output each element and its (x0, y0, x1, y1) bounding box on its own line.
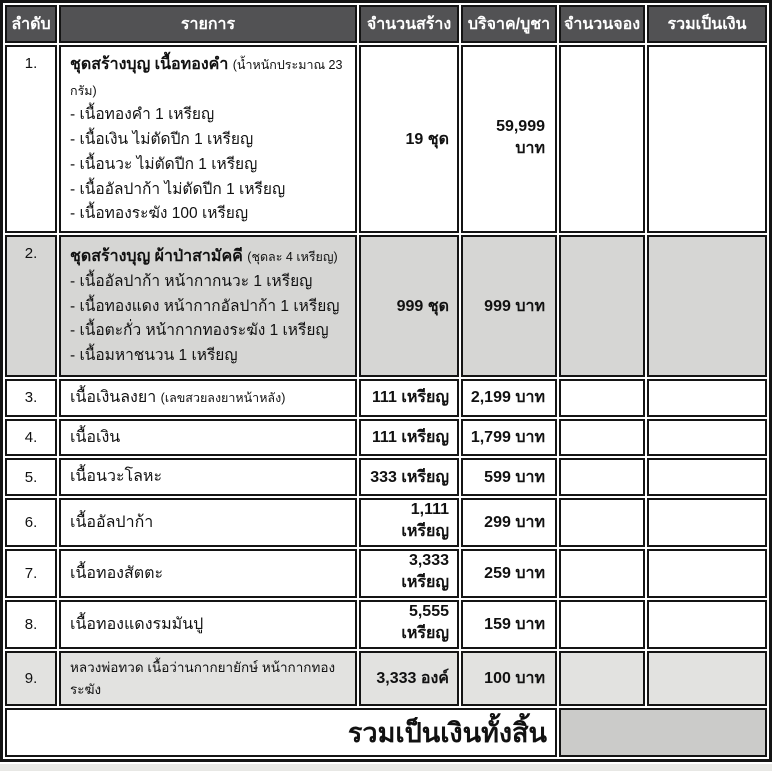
row-1-sub-item: - เนื้อทองคำ 1 เหรียญ (70, 106, 215, 124)
table-row-1 (5, 45, 767, 233)
table-row-2 (5, 235, 767, 377)
column-header-qty: จำนวนสร้าง (359, 5, 459, 43)
row-6-no: 6. (5, 498, 57, 547)
row-1-qty: 19 ชุด (359, 45, 459, 233)
row-2-qty: 999 ชุด (359, 235, 459, 377)
column-header-total: รวมเป็นเงิน (647, 5, 767, 43)
table-footer-row (5, 708, 767, 757)
row-2-sub-item: - เนื้อมหาชนวน 1 เหรียญ (70, 347, 238, 365)
column-header-no: ลำดับ (5, 5, 57, 43)
row-5-qty: 333 เหรียญ (359, 458, 459, 496)
row-2-price: 999 บาท (461, 235, 557, 377)
row-1-item-note: (น้ำหนักประมาณ 23 กรัม) (70, 58, 343, 98)
row-6-qty: 1,111 เหรียญ (359, 498, 459, 547)
row-4-no: 4. (5, 419, 57, 457)
row-7-price: 259 บาท (461, 549, 557, 598)
table-row-4 (5, 419, 767, 457)
row-3-price: 2,199 บาท (461, 379, 557, 417)
row-1-item (59, 45, 357, 233)
row-7-no: 7. (5, 549, 57, 598)
row-8-total-blank (647, 600, 767, 649)
table-row-6 (5, 498, 767, 547)
table-row-7 (5, 549, 767, 598)
row-4-total-blank (647, 419, 767, 457)
row-6-reserved-blank (559, 498, 645, 547)
row-8-item: เนื้อทองแดงรมมันปู (59, 600, 357, 649)
row-4-price: 1,799 บาท (461, 419, 557, 457)
row-6-total-blank (647, 498, 767, 547)
row-8-reserved-blank (559, 600, 645, 649)
row-8-qty: 5,555 เหรียญ (359, 600, 459, 649)
row-8-no: 8. (5, 600, 57, 649)
row-1-total-blank (647, 45, 767, 233)
row-2-item-title: ชุดสร้างบุญ ผ้าป่าสามัคคี (70, 248, 243, 266)
column-header-reserved: จำนวนจอง (559, 5, 645, 43)
row-3-qty: 111 เหรียญ (359, 379, 459, 417)
row-2-reserved-blank (559, 235, 645, 377)
row-7-qty: 3,333 เหรียญ (359, 549, 459, 598)
row-5-total-blank (647, 458, 767, 496)
row-2-item-note: (ชุดละ 4 เหรียญ) (247, 250, 338, 265)
table-row-3 (5, 379, 767, 417)
column-header-price: บริจาค/บูชา (461, 5, 557, 43)
row-9-reserved-blank (559, 651, 645, 706)
row-9-qty: 3,333 องค์ (359, 651, 459, 706)
grand-total-label: รวมเป็นเงินทั้งสิ้น (5, 708, 557, 757)
row-5-reserved-blank (559, 458, 645, 496)
row-3-total-blank (647, 379, 767, 417)
row-7-item: เนื้อทองสัตตะ (59, 549, 357, 598)
row-2-no: 2. (5, 235, 57, 377)
row-7-total-blank (647, 549, 767, 598)
row-1-item-title: ชุดสร้างบุญ เนื้อทองคำ (70, 56, 229, 73)
row-2-item-title-line (70, 244, 349, 270)
table-row-8 (5, 600, 767, 649)
row-6-item: เนื้ออัลปาก้า (59, 498, 357, 547)
row-9-item: หลวงพ่อทวด เนื้อว่านกากยายักษ์ หน้ากากทองระฆัง (59, 651, 357, 706)
row-1-sub-item: - เนื้อทองระฆัง 100 เหรียญ (70, 205, 249, 223)
column-header-item: รายการ (59, 5, 357, 43)
row-4-reserved-blank (559, 419, 645, 457)
row-4-item: เนื้อเงิน (59, 419, 357, 457)
table-row-5 (5, 458, 767, 496)
row-3-item (59, 379, 357, 417)
row-1-reserved-blank (559, 45, 645, 233)
row-6-price: 299 บาท (461, 498, 557, 547)
row-2-item (59, 235, 357, 377)
row-5-no: 5. (5, 458, 57, 496)
row-1-price: 59,999 บาท (461, 45, 557, 233)
bottom-edge-strip (0, 764, 772, 771)
row-1-no: 1. (5, 45, 57, 233)
table-header-row (5, 5, 767, 43)
row-9-no: 9. (5, 651, 57, 706)
row-9-price: 100 บาท (461, 651, 557, 706)
row-3-reserved-blank (559, 379, 645, 417)
row-3-item-note: (เลขสวยลงยาหน้าหลัง) (160, 391, 286, 406)
row-8-price: 159 บาท (461, 600, 557, 649)
row-1-sub-item: - เนื้ออัลปาก้า ไม่ตัดปีก 1 เหรียญ (70, 180, 286, 198)
row-5-item: เนื้อนวะโลหะ (59, 458, 357, 496)
row-7-reserved-blank (559, 549, 645, 598)
row-5-price: 599 บาท (461, 458, 557, 496)
row-4-qty: 111 เหรียญ (359, 419, 459, 457)
row-1-sub-item: - เนื้อเงิน ไม่ตัดปีก 1 เหรียญ (70, 130, 254, 148)
row-3-no: 3. (5, 379, 57, 417)
row-9-total-blank (647, 651, 767, 706)
row-3-item-title: เนื้อเงินลงยา (70, 389, 157, 407)
grand-total-blank (559, 708, 767, 757)
row-1-sub-item: - เนื้อนวะ ไม่ตัดปีก 1 เหรียญ (70, 155, 258, 173)
row-2-sub-item: - เนื้อตะกั่ว หน้ากากทองระฆัง 1 เหรียญ (70, 322, 329, 340)
row-2-sub-item: - เนื้อทองแดง หน้ากากอัลปาก้า 1 เหรียญ (70, 297, 340, 315)
row-2-total-blank (647, 235, 767, 377)
row-1-item-title-line (70, 52, 349, 103)
table-row-9 (5, 651, 767, 706)
row-2-sub-item: - เนื้ออัลปาก้า หน้ากากนวะ 1 เหรียญ (70, 272, 313, 290)
